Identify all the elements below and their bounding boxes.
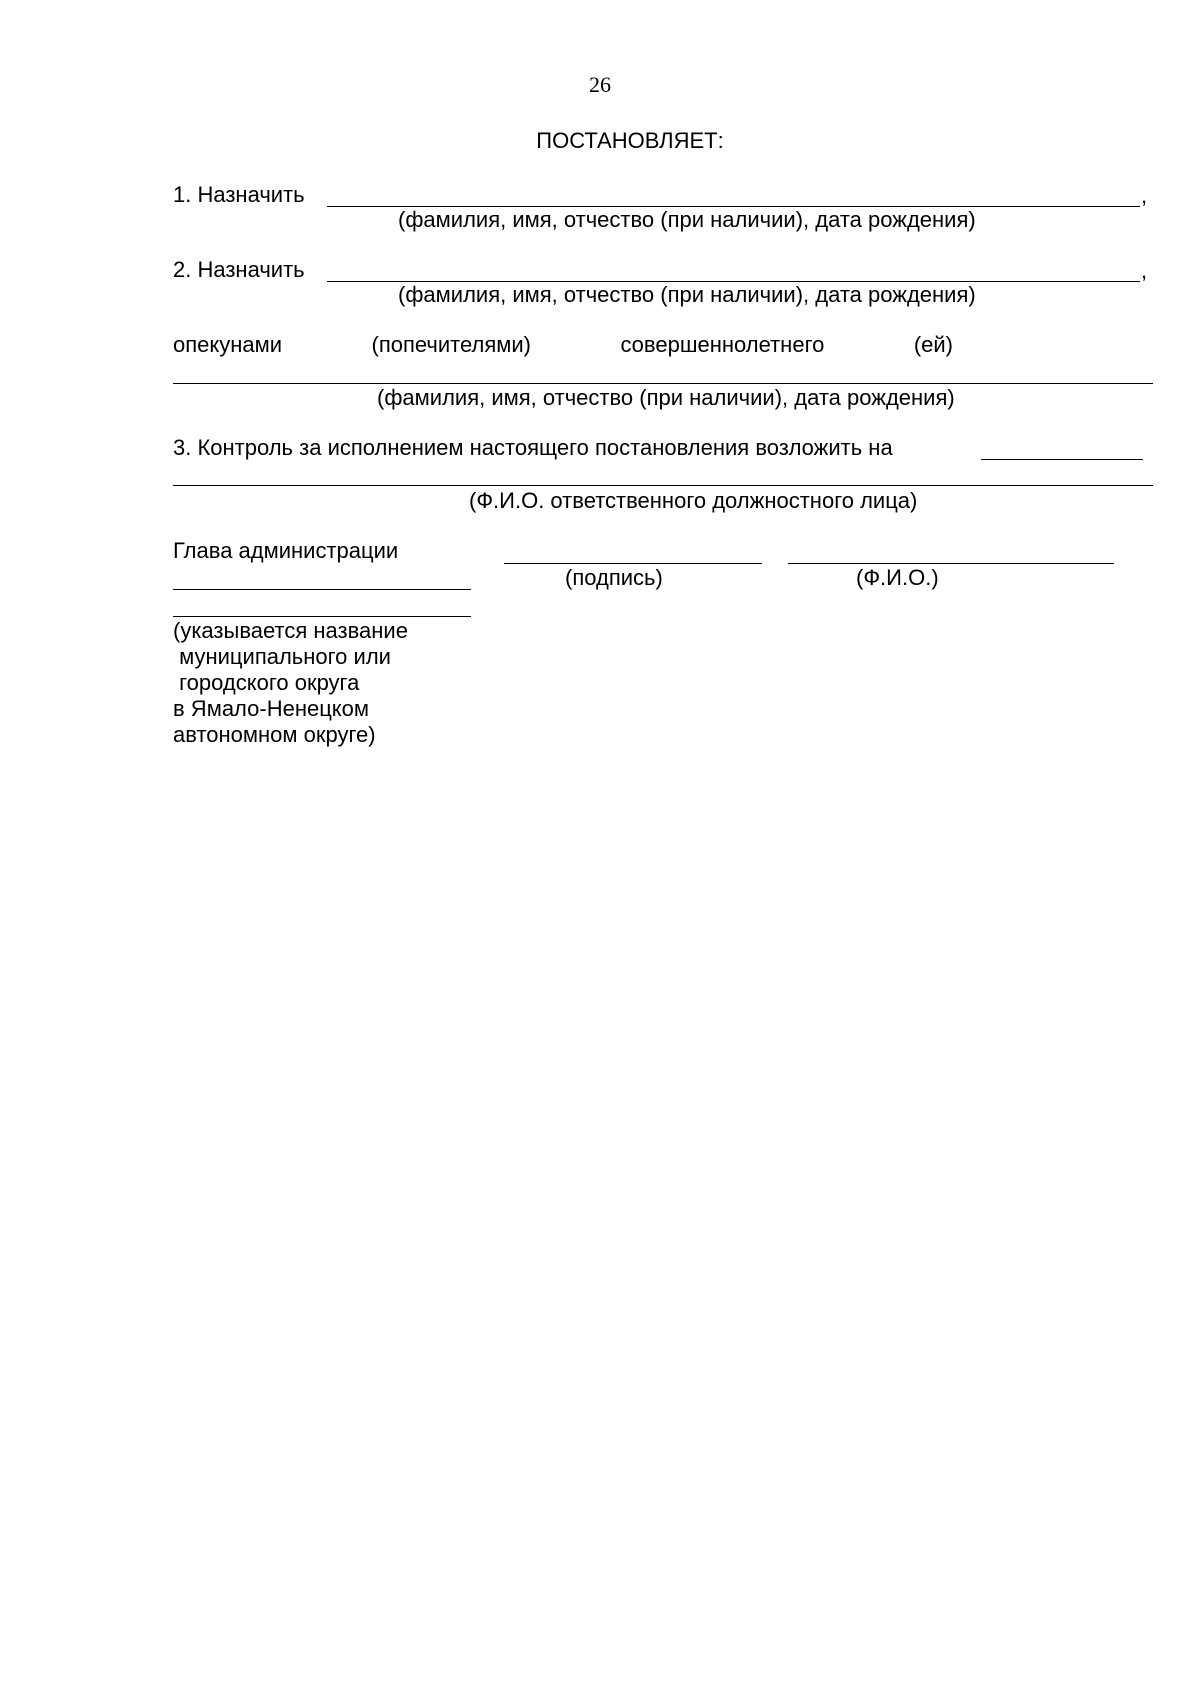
signature-sign-caption: (подпись) — [565, 565, 663, 590]
item1-caption: (фамилия, имя, отчество (при наличии), дата рождения) — [398, 207, 976, 232]
guardians-caption: (фамилия, имя, отчество (при наличии), дата рождения) — [377, 385, 955, 410]
signature-name-line — [788, 563, 1114, 564]
item3-label: 3. Контроль за исполнением настоящего постановления возложить на — [173, 435, 893, 460]
item3-caption: (Ф.И.О. ответственного должностного лица) — [469, 488, 918, 513]
guardians-word-2: (попечителями) — [371, 332, 531, 357]
item1-comma: , — [1141, 183, 1148, 208]
municipality-note: (указывается название муниципального или городского округа в Ямало-Ненецком автономном округе) — [173, 618, 408, 747]
signature-name-caption: (Ф.И.О.) — [856, 565, 939, 590]
guardians-word-1: опекунами — [173, 332, 283, 357]
municipality-line-2 — [173, 616, 471, 617]
guardians-fill-line — [173, 383, 1153, 384]
municipality-line-1 — [173, 589, 471, 590]
signature-title: Глава администрации — [173, 538, 399, 563]
item2-caption: (фамилия, имя, отчество (при наличии), дата рождения) — [398, 282, 976, 307]
page-number: 26 — [589, 72, 611, 97]
item2-label: 2. Назначить — [173, 257, 305, 282]
guardians-word-4: (ей) — [913, 332, 953, 357]
item2-comma: , — [1141, 258, 1148, 283]
guardians-line — [173, 332, 953, 358]
item3-inline-fill-line — [981, 459, 1143, 460]
item3-fill-line — [173, 485, 1153, 486]
signature-sign-line — [504, 563, 762, 564]
document-heading: ПОСТАНОВЛЯЕТ: — [536, 128, 724, 153]
item1-label: 1. Назначить — [173, 182, 305, 207]
guardians-word-3: совершеннолетнего — [620, 332, 825, 357]
